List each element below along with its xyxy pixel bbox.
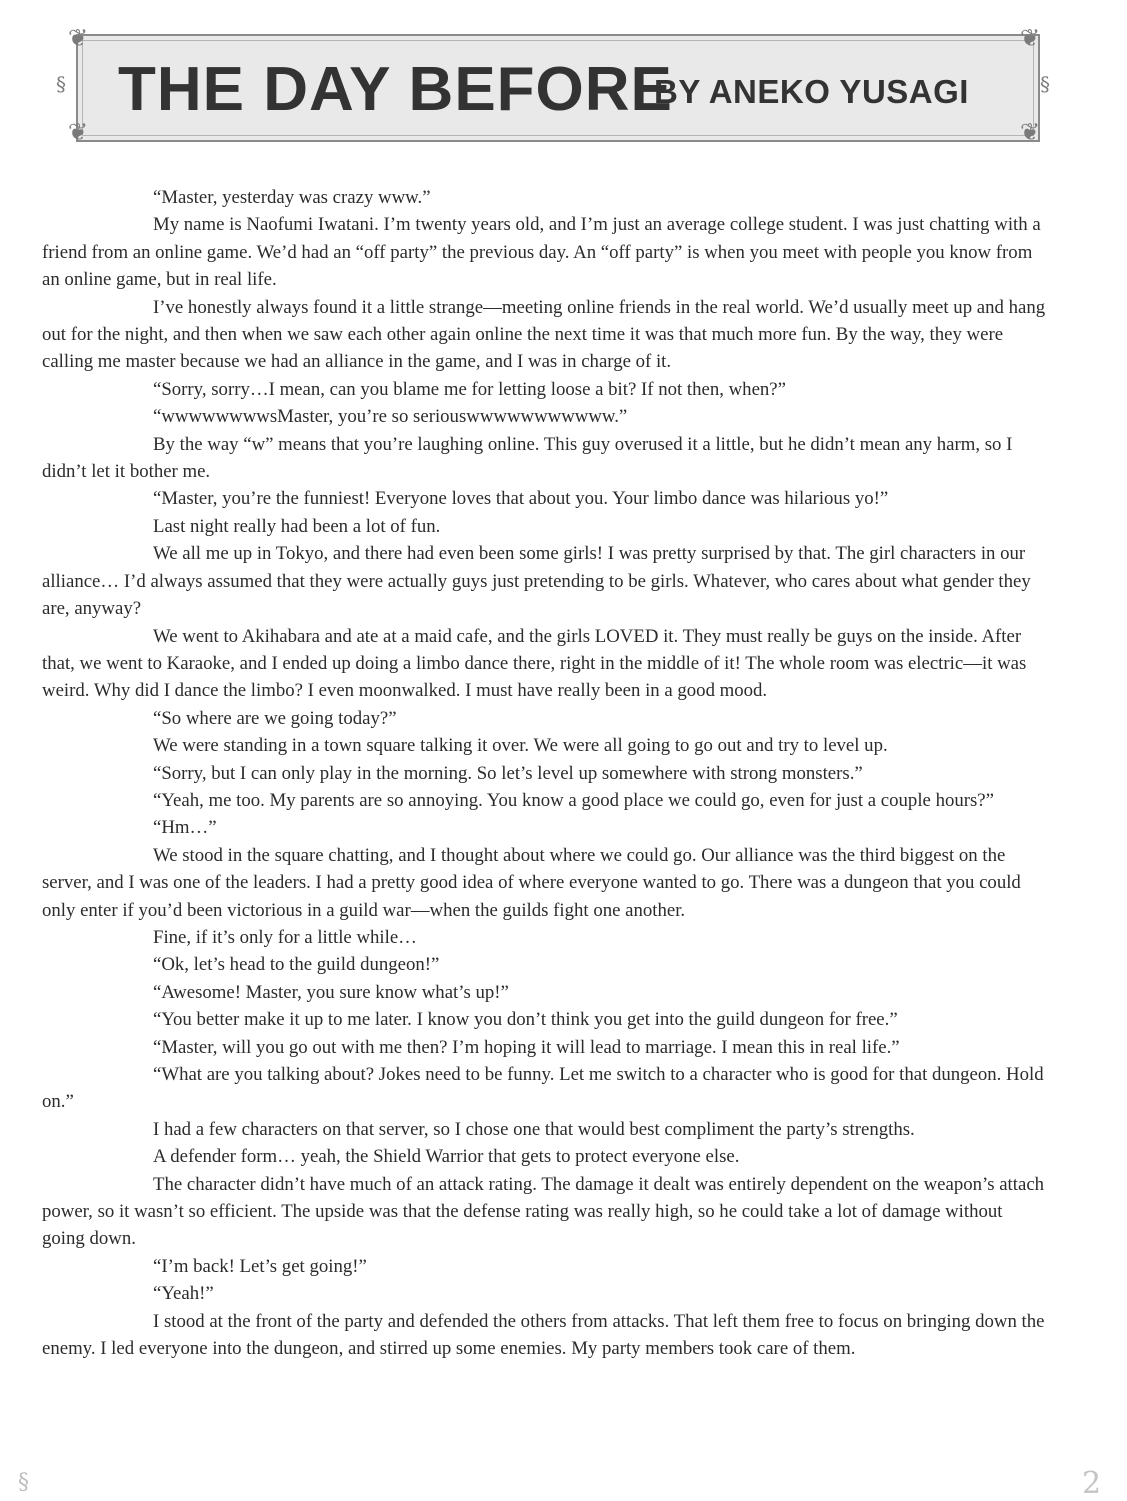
paragraph: “Yeah!”	[153, 1283, 214, 1305]
flourish-ornament: ❦	[1020, 118, 1041, 146]
paragraph: “You better make it up to me later. I know you don’t think you get into the guild dungeon for free.”	[153, 1009, 898, 1031]
page-number: 2	[1082, 1466, 1102, 1501]
flourish-ornament: ❦	[68, 118, 89, 146]
flourish-ornament: ❦	[68, 24, 89, 52]
paragraph: I’ve honestly always found it a little strange—meeting online friends in the real world. We’d usually meet up and hang out for the night, and then when we saw each other again online the next time it was that much more fun. By the way, they were calling me master because we had an alliance in the game, and I was in charge of it.	[42, 296, 1046, 373]
chapter-author: BY ANEKO YUSAGI	[654, 73, 969, 110]
paragraph: The character didn’t have much of an attack rating. The damage it dealt was entirely dependent on the weapon’s attach power, so it wasn’t so efficient. The upside was that the defense rating was really high, so he could take a lot of damage without going down.	[42, 1173, 1045, 1250]
paragraph: “Sorry, sorry…I mean, can you blame me for letting loose a bit? If not then, when?”	[153, 378, 786, 400]
paragraph: “Hm…”	[153, 817, 217, 839]
paragraph: My name is Naofumi Iwatani. I’m twenty years old, and I’m just an average college student. I was just chatting with a friend from an online game. We’d had an “off party” the previous day. An “off party” is when you meet with people you know from an online game, but in real life.	[42, 214, 1041, 291]
paragraph: “I’m back! Let’s get going!”	[153, 1255, 367, 1277]
paragraph: I had a few characters on that server, so I chose one that would best compliment the party’s strengths.	[153, 1118, 915, 1140]
body-text	[42, 184, 1046, 1362]
paragraph: We went to Akihabara and ate at a maid cafe, and the girls LOVED it. They must really be guys on the inside. After that, we went to Karaoke, and I ended up doing a limbo dance there, right in the middle of it! The whole room was electric—it was weird. Why did I dance the limbo? I even moonwalked. I must have really been in a good mood.	[42, 625, 1027, 702]
flourish-ornament: §	[1040, 72, 1050, 96]
flourish-ornament: ❦	[1020, 24, 1041, 52]
paragraph: “Master, will you go out with me then? I’m hoping it will lead to marriage. I mean this in real life.”	[153, 1036, 900, 1058]
paragraph: “What are you talking about? Jokes need to be funny. Let me switch to a character who is good for that dungeon. Hold on.”	[42, 1064, 1044, 1113]
paragraph: “Awesome! Master, you sure know what’s up!”	[153, 981, 509, 1003]
paragraph: “Ok, let’s head to the guild dungeon!”	[153, 954, 440, 976]
chapter-title: THE DAY BEFORE	[118, 55, 673, 124]
paragraph: “Sorry, but I can only play in the morning. So let’s level up somewhere with strong monsters.”	[153, 762, 863, 784]
paragraph: “wwwwwwwwsMaster, you’re so seriouswwwwwwwwwww.”	[153, 406, 628, 428]
paragraph: We all me up in Tokyo, and there had even been some girls! I was pretty surprised by that. The girl characters in our alliance… I’d always assumed that they were actually guys just pretending to be girls. Whatever, who cares about what gender they are, anyway?	[42, 543, 1031, 620]
paragraph: I stood at the front of the party and defended the others from attacks. That left them free to focus on bringing down the enemy. I led everyone into the dungeon, and stirred up some enemies. My party members took care of them.	[42, 1310, 1045, 1360]
flourish-ornament: §	[56, 72, 66, 96]
margin-ornament: §	[18, 1470, 29, 1495]
paragraph: “Master, yesterday was crazy www.”	[153, 187, 431, 208]
paragraph: We were standing in a town square talking it over. We were all going to go out and try to level up.	[153, 735, 888, 757]
paragraph: Fine, if it’s only for a little while…	[153, 926, 417, 948]
paragraph: By the way “w” means that you’re laughing online. This guy overused it a little, but he didn’t mean any harm, so I didn’t let it bother me.	[42, 433, 1013, 483]
paragraph: Last night really had been a lot of fun.	[153, 515, 441, 537]
paragraph: “So where are we going today?”	[153, 707, 397, 729]
paragraph: “Yeah, me too. My parents are so annoying. You know a good place we could go, even for just a couple hours?”	[153, 789, 994, 811]
paragraph: A defender form… yeah, the Shield Warrior that gets to protect everyone else.	[153, 1146, 740, 1168]
paragraph: “Master, you’re the funniest! Everyone loves that about you. Your limbo dance was hilarious yo!”	[153, 488, 889, 510]
paragraph: We stood in the square chatting, and I thought about where we could go. Our alliance was the third biggest on the server, and I was one of the leaders. I had a pretty good idea of where everyone wanted to go. There was a dungeon that you could only enter if you’d been victorious in a guild war—when the guilds fight one another.	[42, 844, 1021, 921]
